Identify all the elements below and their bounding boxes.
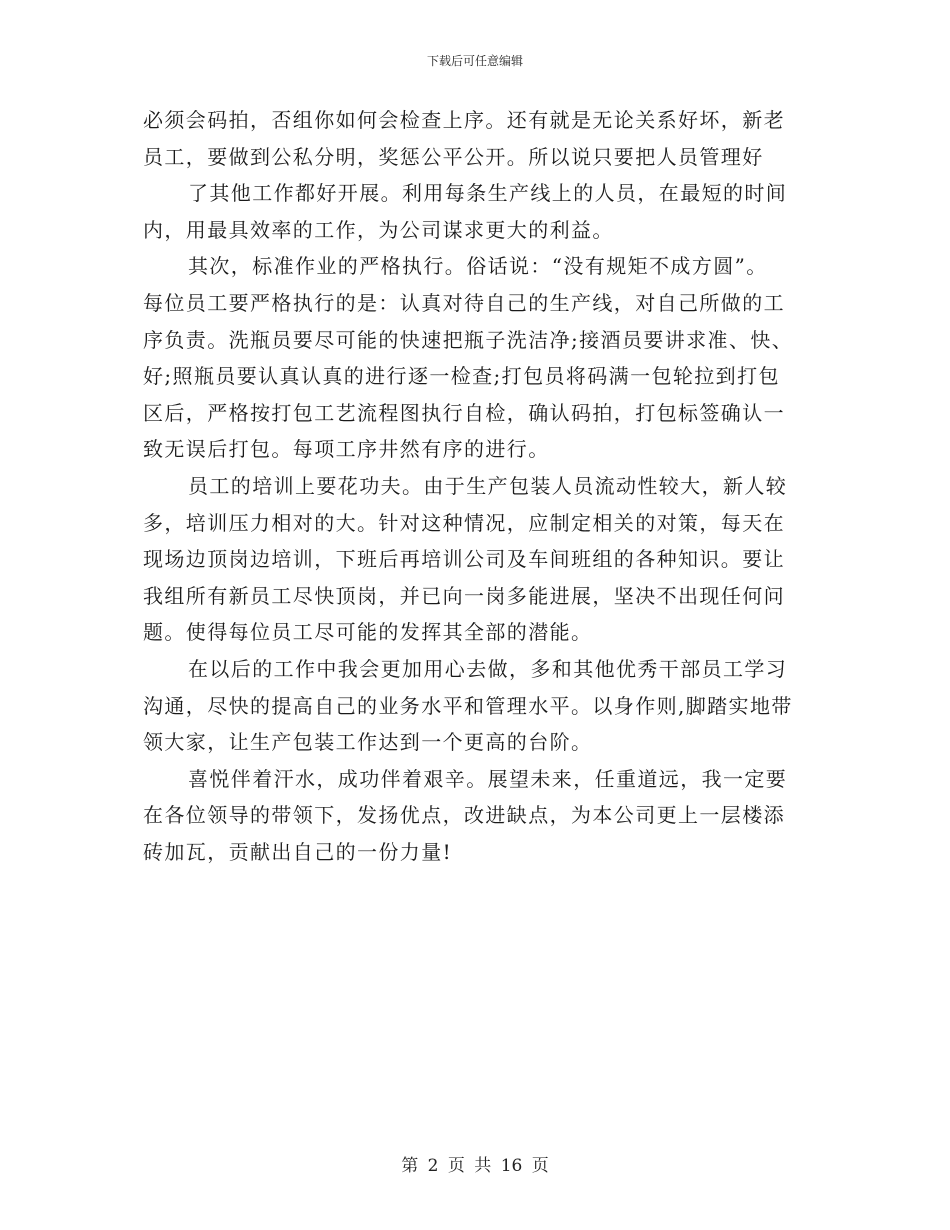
body-line: 领大家，让生产包装工作达到一个更高的台阶。 xyxy=(143,730,593,755)
paragraph-start-line: 在以后的工作中我会更加用心去做，多和其他优秀干部员工学习 xyxy=(188,656,788,681)
body-line: 沟通，尽快的提高自己的业务水平和管理水平。以身作则,脚踏实地带 xyxy=(143,693,793,718)
body-line: 区后，严格按打包工艺流程图执行自检，确认码拍，打包标签确认一 xyxy=(143,400,785,425)
body-line: 我组所有新员工尽快顶岗，并已向一岗多能进展，坚决不出现任何问 xyxy=(143,583,785,608)
body-line: 砖加瓦，贡献出自己的一份力量! xyxy=(143,839,453,864)
body-line: 员工，要做到公私分明，奖惩公平公开。所以说只要把人员管理好 xyxy=(143,144,764,169)
document-body xyxy=(143,102,808,870)
body-line: 致无误后打包。每项工序井然有序的进行。 xyxy=(143,437,550,462)
paragraph-start-line: 其次，标准作业的严格执行。俗话说：“没有规矩不成方圆”。 xyxy=(188,254,768,279)
paragraph-start-line: 喜悦伴着汗水，成功伴着艰辛。展望未来，任重道远，我一定要 xyxy=(188,766,788,791)
body-line: 好;照瓶员要认真认真的进行逐一检查;打包员将码满一包轮拉到打包 xyxy=(143,364,780,389)
body-line: 内，用最具效率的工作，为公司谋求更大的利益。 xyxy=(143,217,614,242)
page-header: 下载后可任意编辑 xyxy=(426,54,523,68)
page-number-footer: 第 2 页 共 16 页 xyxy=(401,1156,549,1176)
body-line: 现场边顶岗边培训，下班后再培训公司及车间班组的各种知识。要让 xyxy=(143,547,785,572)
body-line: 多，培训压力相对的大。针对这种情况，应制定相关的对策，每天在 xyxy=(143,510,785,535)
body-line: 必须会码拍，否组你如何会检查上序。还有就是无论关系好坏，新老 xyxy=(143,108,785,132)
paragraph-start-line: 员工的培训上要花功夫。由于生产包装人员流动性较大，新人较 xyxy=(188,473,788,498)
body-line: 题。使得每位员工尽可能的发挥其全部的潜能。 xyxy=(143,620,593,645)
body-line: 序负责。洗瓶员要尽可能的快速把瓶子洗洁净;接酒员要讲求准、快、 xyxy=(143,327,794,352)
body-line: 在各位领导的带领下，发扬优点，改进缺点，为本公司更上一层楼添 xyxy=(143,803,785,828)
body-line: 每位员工要严格执行的是：认真对待自己的生产线，对自己所做的工 xyxy=(143,290,785,315)
body-line: 了其他工作都好开展。利用每条生产线上的人员，在最短的时间 xyxy=(188,181,788,206)
